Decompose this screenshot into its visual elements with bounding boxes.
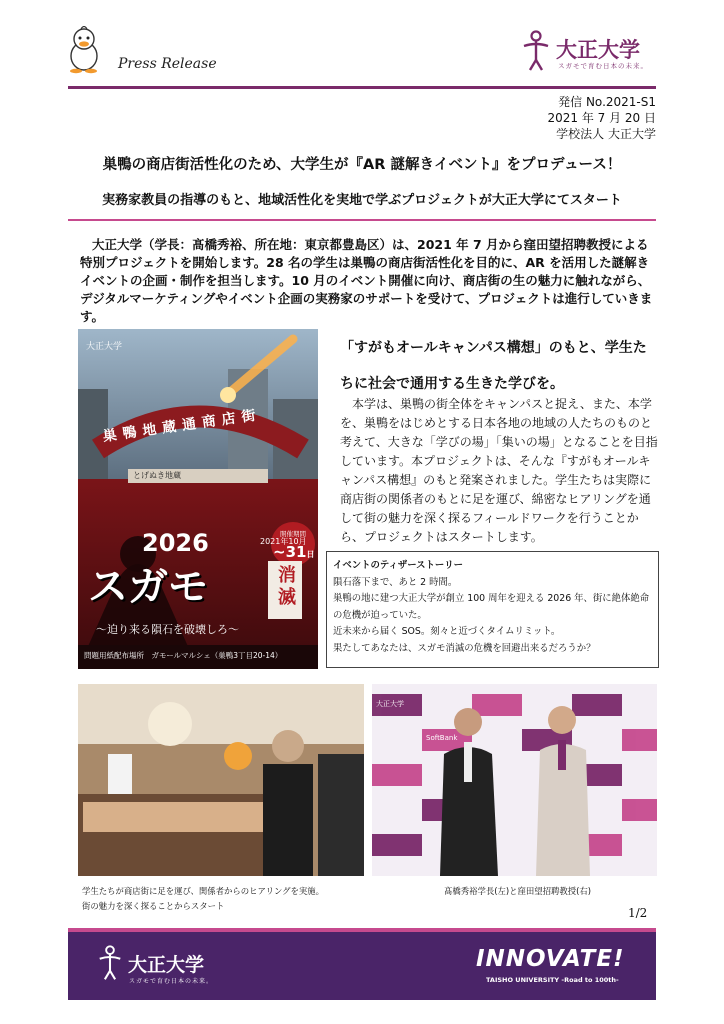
poster-day-number: ~31 [273, 543, 307, 561]
release-date: 2021 年 7 月 20 日 [547, 111, 656, 125]
teaser-line: 果たしてあなたは、スガモ消滅の危機を回避出来るだろうか？ [333, 642, 596, 654]
poster-sub-sign: とげぬき地蔵 [133, 471, 181, 480]
poster-title: スガモ [88, 564, 208, 610]
photo-caption-left-line-1: 学生たちが商店街に足を運び、関係者からのヒアリングを実施。 [82, 886, 325, 896]
page-subtitle: 実務家教員の指導のもと、地域活性化を実地で学ぶプロジェクトが大正大学にてスタート [102, 193, 622, 208]
photo-president-professor [372, 684, 657, 876]
photo-caption-right: 髙橋秀裕学長(左)と窪田望招聘教授(右) [444, 886, 592, 896]
section-heading-line-2: ちに社会で通用する生きた学びを。 [340, 376, 564, 392]
poster-tagline: ～迫り来る隕石を破壊しろ～ [96, 623, 239, 636]
poster-year: 2026 [142, 529, 209, 557]
page-title: 巣鴨の商店街活性化のため、大学生が『AR 謎解きイベント』をプロデュース！ [102, 157, 622, 173]
poster-day-mark: 日 [306, 550, 315, 559]
backdrop-logo-a: 大正大学 [376, 700, 404, 708]
title-rule [68, 219, 656, 221]
page-number: 1/2 [628, 906, 648, 920]
backdrop-logo-b: SoftBank [426, 734, 458, 742]
poster-event-label: 開催期間 [280, 530, 306, 538]
poster-date-small: 2021年10月 [260, 537, 307, 546]
teaser-story-box [326, 551, 659, 668]
footer-logo-name: 大正大学 [128, 954, 205, 976]
press-release-label: Press Release [118, 56, 217, 72]
photo-caption-left-line-2: 街の魅力を深く探ることからスタート [82, 901, 225, 911]
university-mark-icon [522, 30, 550, 72]
poster-artwork [78, 329, 318, 669]
footer-innovate-sub: TAISHO UNIVERSITY -Road to 100th- [486, 976, 619, 984]
section-body: 本学は、巣鴨の街全体をキャンパスと捉え、また、本学を、巣鴨をはじめとする日本各地の地域の人たちのものと考えて、大きな「学びの場」「集いの場」となることを目指しています。本プロジェクトは、そんな『すがもオールキャンパス構想』のもと発案されました。学生たちは実際に商店街の関係者のもとに足を運び、綿密なヒアリングを通して街の魅力を深く探るフィールドワークを行うことから、プロジェクトはスタートします。 [340, 397, 658, 544]
lead-paragraph: 大正大学（学長：髙橋秀裕、所在地：東京都豊島区）は、2021 年 7 月から窪田望招聘教授による特別プロジェクトを開始します。28 名の学生は巣鴨の商店街活性化を目的に、AR を活用した謎解きイベントの企画・制作を担当します。10 月のイベント開催に向け、商店街の生の魅力に触れながら、デジタルマーケティングやイベント企画の実務家のサポートを受けて、プロジェクトは進行していきます。 [80, 237, 653, 324]
footer-innovate: INNOVATE! [476, 946, 625, 972]
footer-banner [68, 928, 656, 1000]
photo-caption-left [82, 884, 372, 914]
footer-accent-bar [68, 928, 656, 932]
section-heading-line-1: 「すがもオールキャンパス構想」のもと、学生た [340, 340, 647, 356]
logo-tagline: スガモで育む日本の未来。 [558, 62, 648, 70]
event-poster [78, 329, 318, 669]
header-rule [68, 86, 656, 89]
poster-date-day [273, 543, 314, 561]
teaser-line: 隕石落下まで、あと 2 時間。 [333, 576, 458, 588]
poster-sign: 巣鴨地蔵通商店街 [101, 406, 263, 446]
release-meta [547, 94, 656, 142]
mascot-logo [64, 26, 104, 74]
footer-university-mark-icon [98, 944, 122, 982]
release-org: 学校法人 大正大学 [556, 127, 656, 141]
footer-logo-tagline: スガモで育む日本の未来。 [129, 978, 214, 985]
poster-logo: 大正大学 [86, 342, 123, 352]
teaser-line: 巣鴨の地に建つ大正大学が創立 100 周年を迎える 2026 年、街に絶体絶命の危機が迫っていた。 [333, 593, 650, 621]
teaser-line: 近未来から届く SOS。刻々と近づくタイムリミット。 [333, 626, 561, 637]
poster-title-vertical: 消滅 [278, 565, 296, 608]
logo-name: 大正大学 [556, 38, 640, 62]
section-heading [340, 330, 660, 402]
release-number: 発信 No.2021-S1 [558, 95, 656, 109]
poster-footer: 問題用紙配布場所 ガモールマルシェ（巣鴨3丁目20-14） [84, 651, 283, 660]
photo-shop-hearing [78, 684, 364, 876]
teaser-story-heading: イベントのティザーストーリー [333, 560, 464, 571]
